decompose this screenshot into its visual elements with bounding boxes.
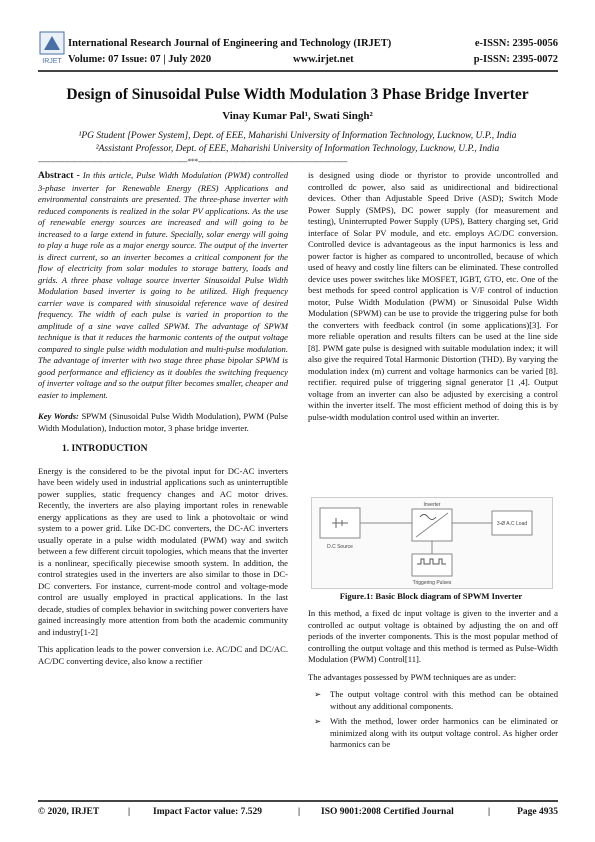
right-paragraph-3: The advantages possessed by PWM techniques are as under: (308, 671, 517, 682)
separator: ---------------------------------------------------------------------***--------------------------------------------------------------------- (38, 157, 348, 166)
abstract (38, 170, 288, 401)
left-column (38, 170, 288, 673)
dc-source-label: D.C Source (327, 544, 353, 550)
keywords (38, 411, 288, 434)
footer-sep: | (488, 807, 491, 817)
copyright: © 2020, IRJET (38, 807, 100, 817)
iso-certification: ISO 9001:2008 Certified Journal (321, 807, 454, 817)
section-heading-introduction: 1. INTRODUCTION (62, 444, 148, 454)
authors: Vinay Kumar Pal¹, Swati Singh² (222, 110, 373, 122)
right-column-top (308, 170, 558, 429)
keywords-label: Key Words: (38, 411, 79, 421)
website-link[interactable]: www.irjet.net (293, 54, 354, 65)
inverter-label: Inverter (423, 502, 441, 508)
affiliation-1: ¹PG Student [Power System], Dept. of EEE, Maharishi University of Information Technology, Lucknow, U.P., India (78, 131, 517, 141)
affiliation-2: ²Assistant Professor, Dept. of EEE, Maharishi University of Information Technology, Lucknow, U.P., India (95, 144, 500, 154)
intro-paragraph-1: Energy is the considered to be the pivotal input for DC-AC inverters have been widely used in industrial applications such as uninterruptible power supplies, static frequency changes and AC motor drives. Recently, the inverters are also playing important roles in renewable energy applications as they are used to link a photovoltaic or wind system to a power grid. Like DC-DC converters, the DC-AC inverters usually operate in a pulse width modulated (PWM) way and switch between a few different circuit topologies, which means that the inverter is a nonlinear, specifically piecewise smooth system. In addition, the control strategies used in the inverters are also similar to those in DC-DC converters. For instance, current-mode control and voltage-mode control are usually employed in practical applications. In the last decade, studies of complex behavior in switching power converters have gained increasingly more attention from both the academic community and industry[1-2] (38, 465, 288, 637)
footer-sep: | (298, 807, 301, 817)
impact-factor: Impact Factor value: 7.529 (153, 807, 263, 817)
block-diagram (312, 498, 552, 588)
bullet-arrow-icon: ➢ (314, 689, 322, 699)
bullet-item: ➢ With the method, lower order harmonics can be eliminated or minimized along with its output voltage control. As higher order harmonics can be (314, 716, 558, 749)
abstract-text: In this article, Pulse Width Modulation (PWM) controlled 3-phase inverter for Renewable Energy (RES) Applications and environmental constraints are presented. The three-phase inverter with reduced components is realized in the solar PV applications. As the use of renewable energy sources are increased and will going to be increased to a large extend in future. Specially, solar energy will going to play a huge role as a major energy source. The output of the inverter is direct current, so an inverter becomes a critical component for the flow of electricity from solar modules to storage battery, loads and grids. A three phase voltage source inverter Sinusoidal Pulse Width Modulation based inverter is going to be utilized. High frequency carrier wave is compared with sinusoidal reference wave of desired frequency. The width of each pulse is varied in proportion to the amplitude of a sine wave called SPWM. The advantage of SPWM technique is that it reduces the harmonic contents of the output voltage compared to single pulse width modulation and multi-pulse modulation. The advantage of inverter with two stage three phase bipolar SPWM is good performance and efficiency as it doubles the switching frequency of inverter voltage and so the output filter becomes smaller, cheaper and easier to implement. (38, 170, 289, 400)
pissn: p-ISSN: 2395-0072 (473, 54, 558, 65)
footer-rule (38, 800, 558, 802)
right-paragraph-2: In this method, a fixed dc input voltage is given to the inverter and a controlled ac output voltage is obtained by adjusting the on and off periods of the inverter components. This is the most popular method of controlling the output voltage and this method is termed as Pulse-Width Modulation (PWM) Control[11]. (308, 608, 558, 664)
eissn: e-ISSN: 2395-0056 (474, 38, 558, 49)
abstract-label: Abstract - (38, 171, 80, 181)
irjet-logo (38, 30, 66, 66)
page-header (38, 30, 558, 70)
intro-paragraph-2: This application leads to the power conversion i.e. AC/DC and DC/AC. AC/DC converting device, also know a rectifier (38, 644, 288, 666)
journal-name: International Research Journal of Engineering and Technology (IRJET) (68, 38, 392, 49)
figure-caption: Figure.1: Basic Block diagram of SPWM Inverter (339, 591, 523, 601)
bullet-arrow-icon: ➢ (314, 716, 322, 726)
right-paragraph-1: is designed using diode or thyristor to provide uncontrolled and controlled dc power, also said as unidirectional and bidirectional devices. Other than Adjustable Speed Drive (ASD); Switch Mode Power Supply (SMPS), DC power supply (for measurement and testing), Uninterrupted Power Supply (UPS), Battery charging set, Grid interface of Solar PV module, and etc. employs AC/DC conversion. Controlled device is advantageous as the input harmonics is less and power factor is higher as compared to uncontrolled, because of which used of heavy and costly line filters can be eliminated. These controlled device uses power switches like MOSFET, IGBT, GTO, etc. One of the best methods for speed control application is V/F control of induction motor, Pulse Width Modulation (PWM) or Sinusoidal Pulse Width Modulation (SPWM) can be use to provide the triggering pulse for both the converters with feedback control (in some applications)[3]. For more reliable operation and results filters can be used at the line side [8]. PWM gate pulse is designed with suitable modulation index; it will also give the required Total Harmonic Distortion (THD). By varying the modulation index (m) current and voltage harmonics can be varied [8]. rectifier. required pulse of triggering signal generator [1 ,4]. Output voltage from an inverter can also be adjusted by exercising a control within the inverter itself. The most efficient method of doing this is by pulse-width modulation control used within an inverter. (308, 170, 558, 422)
bullet-item: ➢ The output voltage control with this method can be obtained without any additional components. (314, 689, 558, 711)
block-diagram-figure (311, 497, 553, 589)
load-label: 3-Ø A.C Load (496, 521, 528, 527)
right-column-bottom (308, 608, 558, 755)
keywords-text: SPWM (Sinusoidal Pulse Width Modulation), PWM (Pulse Width Modulation), Induction motor, 3 phase bridge inverter. (38, 411, 288, 433)
paper-title: Design of Sinusoidal Pulse Width Modulation 3 Phase Bridge Inverter (66, 86, 529, 103)
volume-issue: Volume: 07 Issue: 07 | July 2020 (68, 54, 212, 65)
page-number: Page 4935 (517, 807, 558, 817)
header-rule (38, 70, 558, 72)
footer-sep: | (128, 807, 131, 817)
triggering-label: Triggering Pulses (412, 580, 452, 586)
svg-text:IRJET: IRJET (42, 58, 62, 65)
